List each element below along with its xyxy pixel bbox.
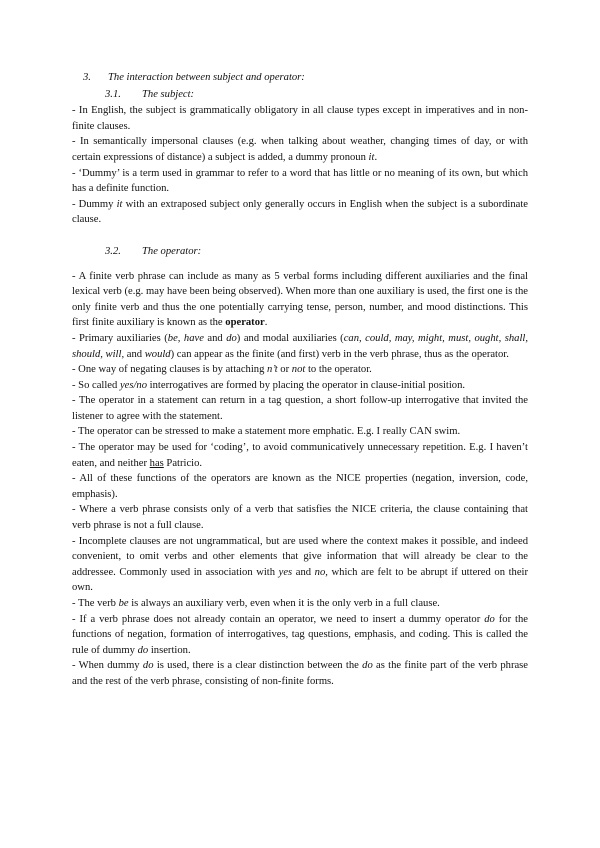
paragraph [72, 103, 528, 134]
paragraph-text-run: do [362, 660, 373, 672]
paragraph-text-run: , which are felt to be abrupt if uttered on their own. [72, 566, 528, 594]
paragraph-text-run: - So called [72, 379, 120, 391]
paragraph [72, 534, 528, 596]
paragraph-text-run: . [374, 151, 378, 163]
paragraph-text-run: not [291, 364, 306, 376]
paragraph [72, 440, 528, 471]
paragraph-text-run: - If a verb phrase does not already contain an operator, we need to insert a dummy operator [72, 613, 485, 625]
paragraph-text-run: ) can appear as the finite (and first) verb in the verb phrase, thus as the operator. [170, 348, 509, 360]
operator-paragraphs [72, 269, 528, 690]
paragraph-text-run: - One way of negating clauses is by attaching [72, 364, 268, 376]
paragraph-text-run: - The operator may be used for ‘coding’, to avoid communicatively unnecessary repetition. E.g. I haven’t eaten, and neither [72, 442, 528, 469]
paragraph-text-run: it [368, 151, 375, 163]
subsection-title: The operator: [142, 245, 202, 257]
paragraph-text-run: - Incomplete clauses are not ungrammatical, but are used where the context makes it possible, and indeed convenient, to omit verbs and other elements that give information that will already be clear to the addressee. Commonly used in association with [72, 535, 528, 578]
paragraph-text-run: - A finite verb phrase can include as many as 5 verbal forms including different auxiliaries and the final lexical verb (e.g. may have been being observed). When more than one auxiliary is used, the first one is the only finite verb and thus the one potentially carrying tense, person, number, and mood distinctions. This first finite auxiliary is known as the [72, 270, 528, 329]
paragraph-text-run: - Where a verb phrase consists only of a verb that satisfies the NICE criteria, the clause containing that verb phrase is not a full clause. [72, 504, 528, 532]
paragraph-text-run: - All of these functions of the operators are known as the NICE properties (negation, inversion, code, emphasis). [72, 473, 528, 500]
section-title: The interaction between subject and operator: [108, 72, 305, 83]
paragraph-text-run: - Primary auxiliaries ( [72, 332, 168, 344]
document-page [72, 70, 528, 690]
paragraph-text-run: to the operator. [305, 364, 372, 376]
subsection-heading-subject [72, 87, 528, 103]
paragraph-text-run: and [292, 566, 315, 578]
paragraph-text-run: - Dummy [72, 198, 117, 210]
paragraph-text-run: do [142, 660, 154, 672]
paragraph [72, 471, 528, 502]
paragraph [72, 424, 528, 440]
paragraph-text-run: is always an auxiliary verb, even when it is the only verb in a full clause. [128, 598, 440, 609]
subsection-number: 3.1. [105, 88, 121, 100]
paragraph-text-run: it [116, 198, 123, 210]
paragraph [72, 269, 528, 331]
paragraph-text-run: - The verb [72, 598, 119, 609]
subject-paragraphs [72, 103, 528, 228]
paragraph-text-run: yes [278, 566, 293, 578]
paragraph-text-run: yes/no [119, 379, 148, 391]
subsection-heading-operator [72, 244, 528, 260]
paragraph-text-run: as the finite part of the verb phrase and the rest of the verb phrase, consisting of non-finite forms. [72, 660, 528, 687]
paragraph-text-run: - In English, the subject is grammatically obligatory in all clause types except in imperatives and in non-finite clauses. [72, 105, 528, 132]
paragraph [72, 134, 528, 165]
paragraph [72, 362, 528, 378]
paragraph-text-run: - In semantically impersonal clauses (e.g. when talking about weather, changing times of day, or with certain expressions of distance) a subject is added, a dummy pronoun [72, 136, 528, 163]
paragraph-text-run: and [203, 332, 227, 344]
paragraph-text-run: for the functions of negation, formation of interrogatives, tag questions, emphasis, and coding. This is called the rule of dummy [72, 613, 528, 656]
subsection-number: 3.2. [105, 245, 121, 257]
paragraph-text-run: be [118, 598, 129, 609]
paragraph-text-run: would [144, 348, 171, 360]
paragraph [72, 612, 528, 659]
paragraph-text-run: do [226, 332, 237, 344]
paragraph [72, 596, 528, 612]
paragraph-text-run: n’t [267, 364, 278, 376]
paragraph-text-run: has [149, 457, 164, 469]
paragraph-text-run: ) and modal auxiliaries ( [236, 332, 344, 344]
paragraph-text-run: do [484, 613, 495, 625]
paragraph-text-run: be, have [167, 332, 204, 344]
paragraph-text-run: with an extraposed subject only generally occurs in English when the subject is a subordinate clause. [72, 198, 528, 226]
paragraph-text-run: Patricio. [163, 457, 203, 469]
section-number: 3. [83, 72, 91, 83]
paragraph-text-run: do [137, 644, 149, 656]
paragraph-text-run: - The operator in a statement can return in a tag question, a short follow-up interrogative that invited the listener to agree with the statement. [72, 395, 528, 422]
paragraph-text-run: . [264, 317, 268, 329]
paragraph-text-run: operator [225, 317, 265, 329]
paragraph [72, 197, 528, 228]
paragraph [72, 378, 528, 394]
subsection-title: The subject: [142, 88, 195, 100]
section-heading [72, 70, 528, 86]
paragraph-text-run: can, could, may, might, must, ought, shall, should, will, [72, 332, 528, 360]
paragraph [72, 658, 528, 689]
paragraph [72, 331, 528, 362]
paragraph-text-run: insertion. [148, 644, 191, 656]
paragraph-text-run: or [277, 364, 292, 376]
paragraph-text-run: no [314, 566, 326, 578]
paragraph-text-run: - When dummy [72, 660, 143, 672]
paragraph [72, 502, 528, 533]
paragraph-text-run: - ‘Dummy’ is a term used in grammar to refer to a word that has little or no meaning of its own, but which has a definite function. [72, 167, 528, 195]
paragraph [72, 393, 528, 424]
paragraph-text-run: is used, there is a clear distinction between the [153, 660, 363, 672]
paragraph-text-run: interrogatives are formed by placing the operator in clause-initial position. [147, 379, 466, 391]
paragraph-text-run: and [124, 348, 145, 360]
paragraph [72, 166, 528, 197]
paragraph-text-run: - The operator can be stressed to make a statement more emphatic. E.g. I really CAN swim. [72, 426, 461, 438]
